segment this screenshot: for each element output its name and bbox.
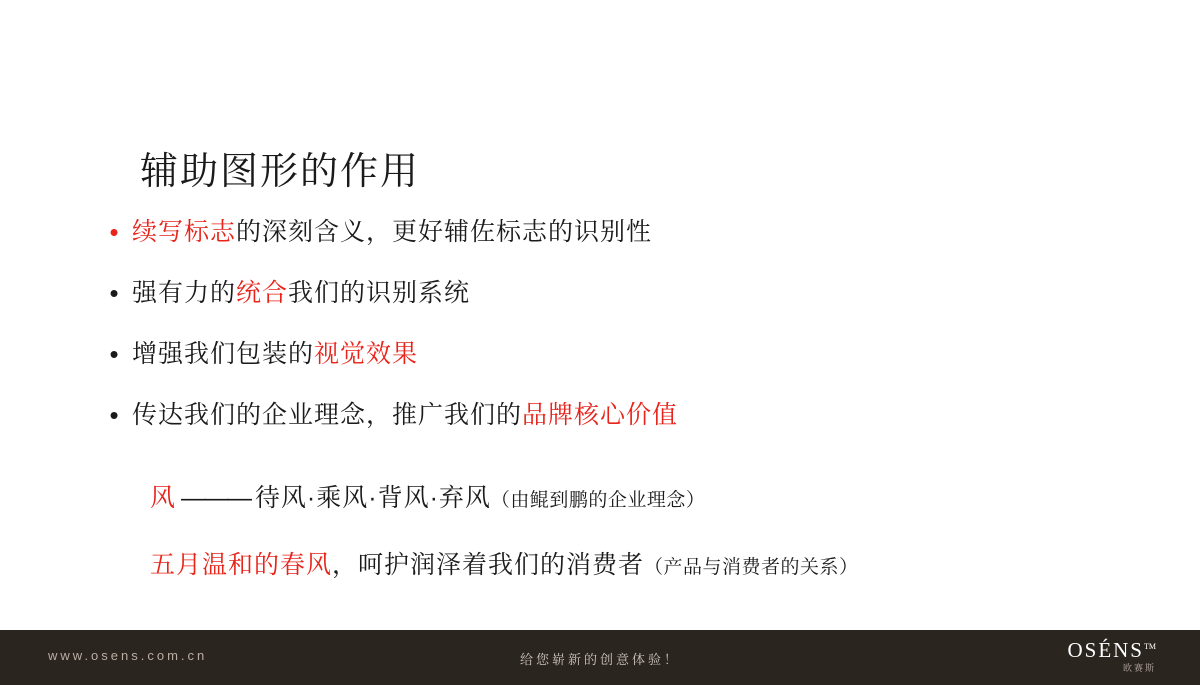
brand-logo-text: OSÉNS [1067,638,1144,662]
bullet-segment-highlight: 品牌核心价值 [522,401,679,429]
bullet-segment-highlight: 视觉效果 [314,340,419,368]
bullet-marker: • [109,278,119,308]
list-item [96,337,1156,371]
sub-line-note: （产品与消费者的关系） [644,557,859,578]
trademark-icon: TM [1144,642,1156,651]
sub-line-keyword: 五月温和的春风 [150,551,333,579]
bullet-segment-plain: 的深刻含义，更好辅佐标志的识别性 [236,218,653,246]
sub-line [150,547,1150,586]
brand-logo [1067,640,1156,673]
bullet-segment-plain: 传达我们的企业理念，推广我们的 [132,401,523,429]
bullet-marker: • [109,400,119,430]
bullet-marker: • [109,339,119,369]
slide-footer [0,630,1200,685]
bullet-segment-plain: 增强我们包装的 [132,340,315,368]
brand-logo-subtext: 欧赛斯 [1122,663,1156,673]
sub-line-keyword: 风 [150,484,177,512]
sub-line [150,480,1150,519]
sub-line-note: （由鲲到鹏的企业理念） [490,490,706,511]
sub-line-group [150,480,1150,614]
footer-slogan: 给您崭新的创意体验！ [519,652,680,667]
bullet-text [132,215,652,249]
bullet-segment-highlight: 续写标志 [132,218,237,246]
bullet-segment-highlight: 统合 [236,279,289,307]
bullet-segment-plain: 我们的识别系统 [288,279,471,307]
footer-website-url: www.osens.com.cn [48,648,208,663]
bullet-marker: • [109,217,119,247]
list-item [96,398,1156,432]
bullet-text [132,337,418,371]
bullet-list [96,215,1156,459]
bullet-text [132,276,470,310]
sub-line-body: ，呵护润泽着我们的消费者 [332,551,645,579]
bullet-text [132,398,678,432]
sub-line-dash: ——— [176,484,255,512]
sub-line-body: 待风·乘风·背风·弃风 [254,484,491,512]
list-item [96,276,1156,310]
bullet-segment-plain: 强有力的 [132,279,237,307]
list-item [96,215,1156,249]
brand-logo-mark [1067,640,1156,661]
page-title: 辅助图形的作用 [140,151,421,193]
